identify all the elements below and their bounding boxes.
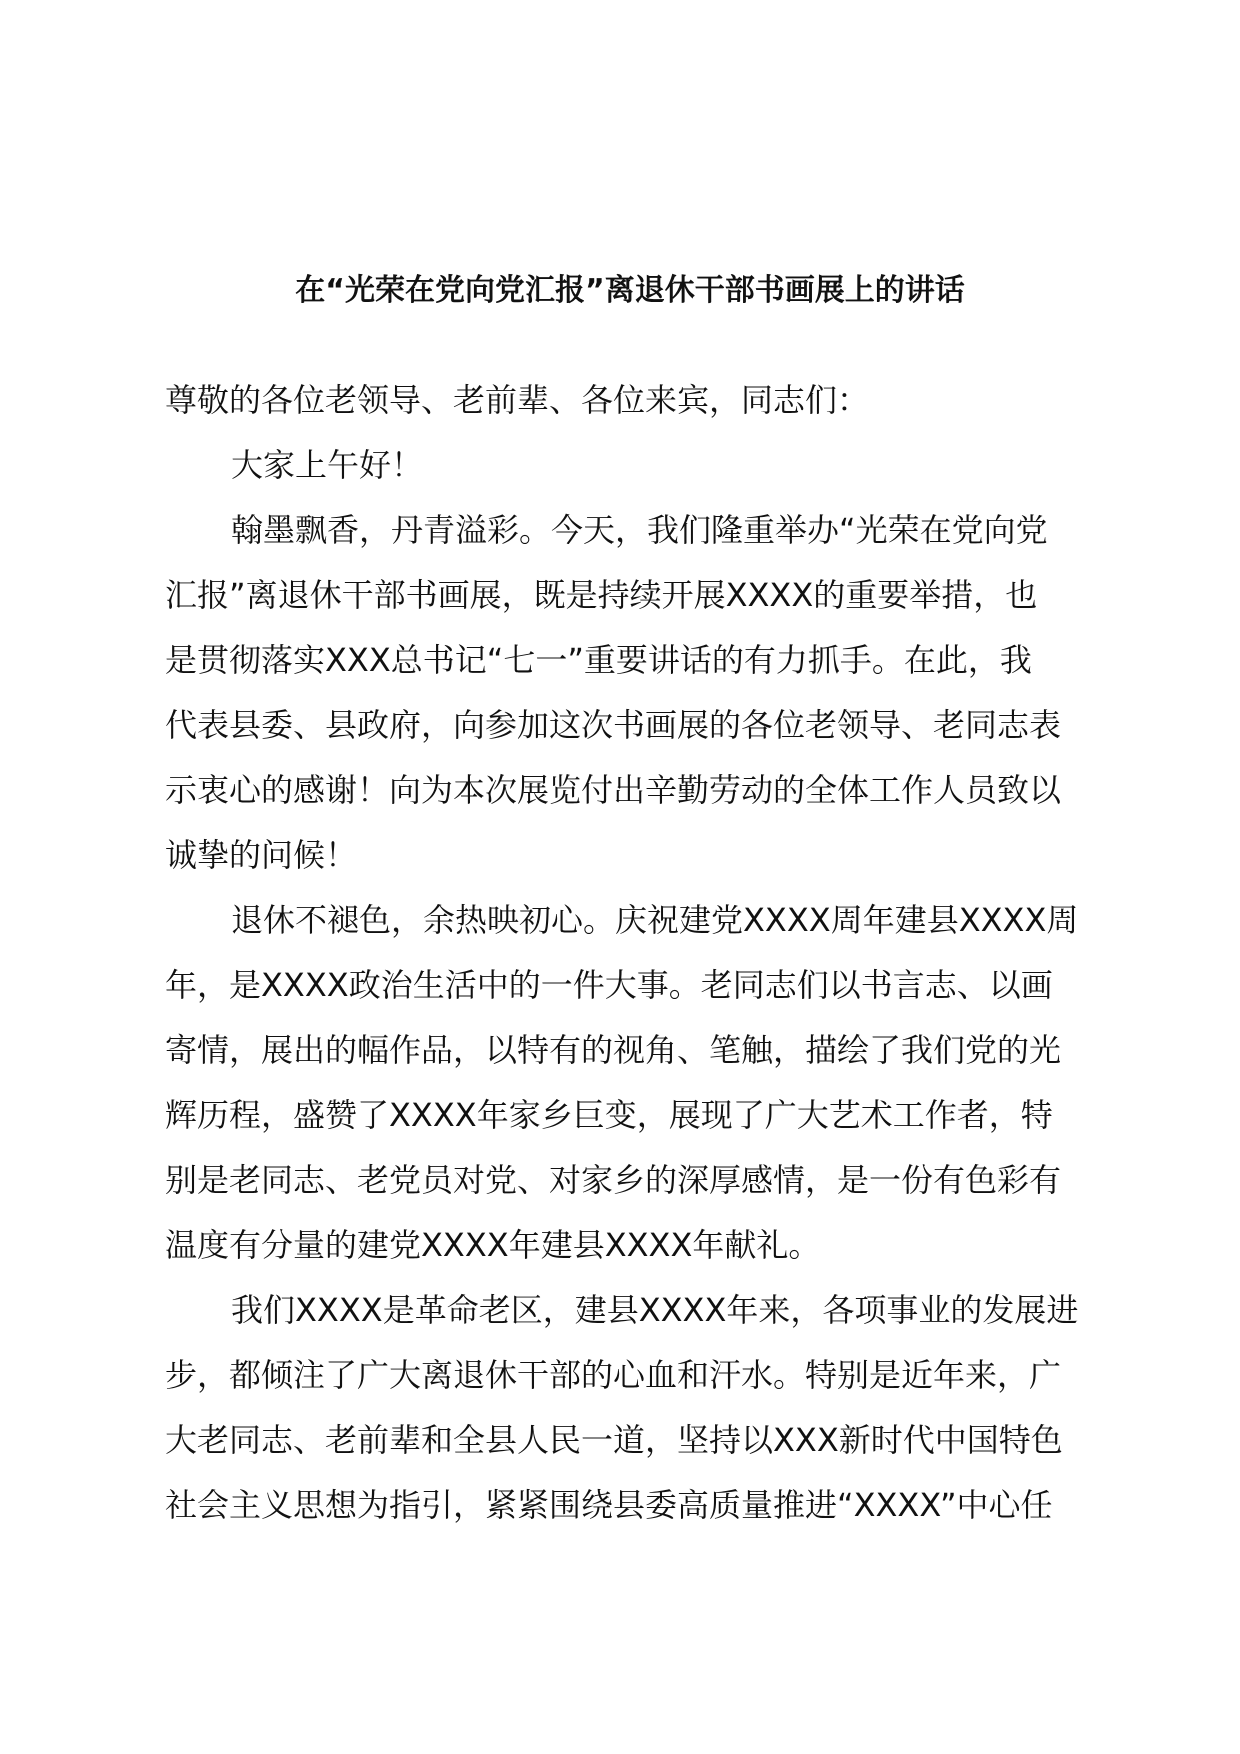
document-body bbox=[165, 368, 1115, 1538]
salutation-line: 尊敬的各位老领导、老前辈、各位来宾，同志们： bbox=[165, 381, 870, 419]
paragraph-line: 退休不褪色，余热映初心。庆祝建党XXXX周年建县XXXX周 bbox=[231, 901, 1079, 939]
greeting-line: 大家上午好！ bbox=[231, 446, 424, 484]
paragraph-line: 社会主义思想为指引，紧紧围绕县委高质量推进“XXXX”中心任 bbox=[165, 1486, 1053, 1524]
paragraph-line: 我们XXXX是革命老区，建县XXXX年来，各项事业的发展进 bbox=[231, 1291, 1079, 1329]
paragraph-line: 辉历程，盛赞了XXXX年家乡巨变，展现了广大艺术工作者，特 bbox=[165, 1096, 1053, 1134]
paragraph-line: 温度有分量的建党XXXX年建县XXXX年献礼。 bbox=[165, 1226, 821, 1264]
paragraph-line: 别是老同志、老党员对党、对家乡的深厚感情，是一份有色彩有 bbox=[165, 1161, 1062, 1199]
paragraph-line: 诚挚的问候！ bbox=[165, 836, 358, 874]
paragraph-line: 大老同志、老前辈和全县人民一道，坚持以XXX新时代中国特色 bbox=[165, 1421, 1063, 1459]
paragraph-line: 年，是XXXX政治生活中的一件大事。老同志们以书言志、以画 bbox=[165, 966, 1053, 1004]
paragraph-line: 是贯彻落实XXX总书记“七一”重要讲话的有力抓手。在此，我 bbox=[165, 641, 1032, 679]
paragraph-line: 寄情，展出的幅作品，以特有的视角、笔触，描绘了我们党的光 bbox=[165, 1031, 1062, 1069]
document-title: 在“光荣在党向党汇报”离退休干部书画展上的讲话 bbox=[295, 273, 965, 308]
paragraph-line: 汇报”离退休干部书画展，既是持续开展XXXX的重要举措，也 bbox=[165, 576, 1038, 614]
paragraph-line: 示衷心的感谢！向为本次展览付出辛勤劳动的全体工作人员致以 bbox=[165, 771, 1062, 809]
paragraph-line: 代表县委、县政府，向参加这次书画展的各位老领导、老同志表 bbox=[165, 706, 1062, 744]
paragraph-line: 翰墨飘香，丹青溢彩。今天，我们隆重举办“光荣在党向党 bbox=[231, 511, 1048, 549]
paragraph-line: 步，都倾注了广大离退休干部的心血和汗水。特别是近年来，广 bbox=[165, 1356, 1062, 1394]
